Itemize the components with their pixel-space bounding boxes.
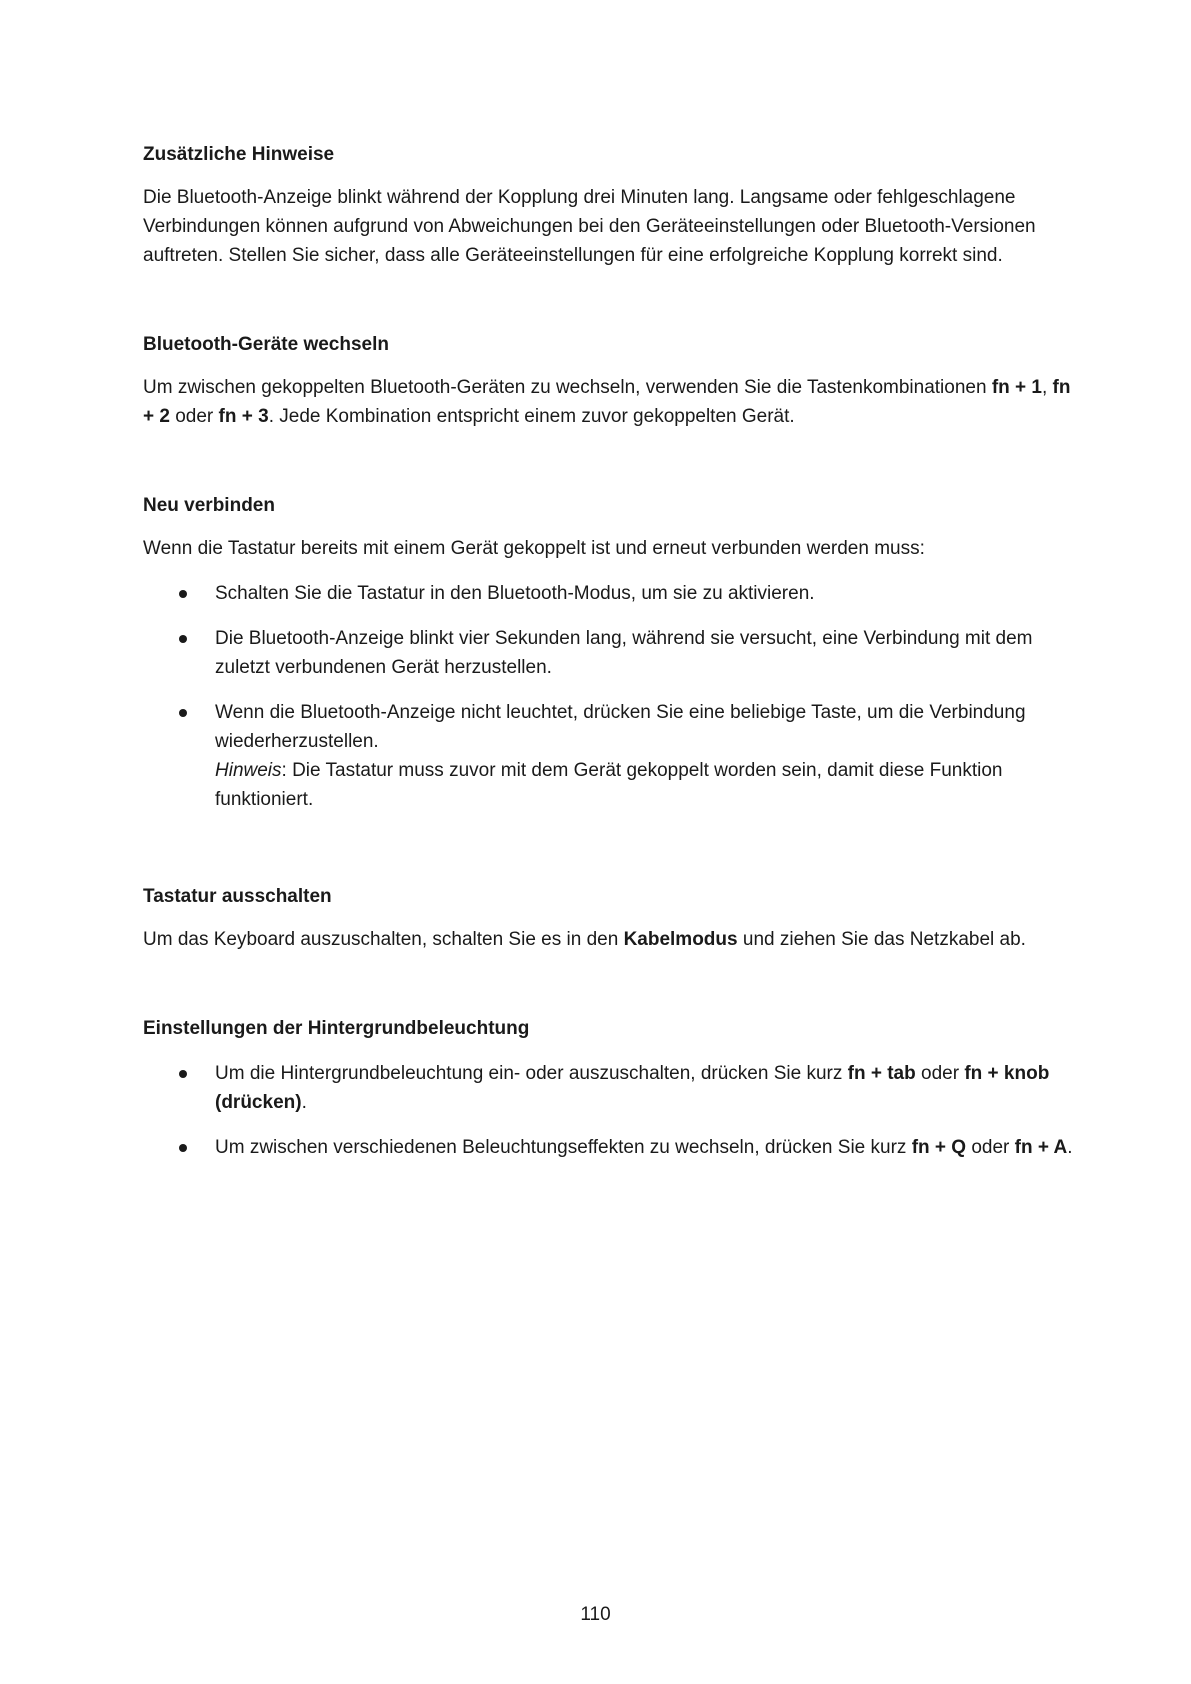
bullet-icon xyxy=(179,1070,187,1078)
paragraph xyxy=(143,925,1073,954)
page-number: 110 xyxy=(580,1604,611,1625)
text-run: . xyxy=(301,1092,307,1113)
key-combo: fn + knob (drücken) xyxy=(215,1063,1050,1113)
list-item xyxy=(143,624,1073,682)
list-item xyxy=(143,1059,1073,1117)
bullet-list xyxy=(143,1059,1073,1162)
list-item xyxy=(143,579,1073,608)
list-item-text: Wenn die Bluetooth-Anzeige nicht leuchtet, drücken Sie eine beliebige Taste, um die Verbindung wiederherzustellen. xyxy=(215,702,1026,752)
section-backlight-settings xyxy=(143,1014,1073,1162)
list-item xyxy=(143,1133,1073,1162)
key-combo: fn + Q xyxy=(911,1137,967,1158)
section-reconnect xyxy=(143,491,1073,814)
text-run: . Jede Kombination entspricht einem zuvor gekoppelten Gerät. xyxy=(268,406,795,427)
text-run: oder xyxy=(169,406,219,427)
section-title: Zusätzliche Hinweise xyxy=(143,144,335,165)
bullet-icon xyxy=(179,709,187,717)
bullet-icon xyxy=(179,635,187,643)
text-run: Um zwischen verschiedenen Beleuchtungseffekten zu wechseln, drücken Sie kurz xyxy=(215,1137,912,1158)
section-switch-devices xyxy=(143,330,1073,431)
note-label: Hinweis xyxy=(215,760,282,781)
list-item xyxy=(143,698,1073,814)
bullet-icon xyxy=(179,1144,187,1152)
key-combo: fn + 1 xyxy=(991,377,1042,398)
key-combo: fn + A xyxy=(1014,1137,1068,1158)
key-combo: fn + 3 xyxy=(218,406,269,427)
text-run: Um die Hintergrundbeleuchtung ein- oder auszuschalten, drücken Sie kurz xyxy=(215,1063,848,1084)
note-text: : Die Tastatur muss zuvor mit dem Gerät gekoppelt worden sein, damit diese Funktion funktioniert. xyxy=(215,760,1003,810)
text-run: . xyxy=(1067,1137,1073,1158)
mode-name: Kabelmodus xyxy=(623,929,738,950)
section-power-off xyxy=(143,882,1073,954)
text-run: und ziehen Sie das Netzkabel ab. xyxy=(737,929,1026,950)
section-additional-notes xyxy=(143,140,1073,270)
bullet-list xyxy=(143,579,1073,814)
text-run: oder xyxy=(966,1137,1015,1158)
section-title: Bluetooth-Geräte wechseln xyxy=(143,334,389,355)
text-run: oder xyxy=(915,1063,965,1084)
list-item-text: Die Bluetooth-Anzeige blinkt vier Sekunden lang, während sie versucht, eine Verbindung mit dem zuletzt verbundenen Gerät herzustellen. xyxy=(215,628,1033,678)
document-page xyxy=(143,140,1073,1178)
section-title: Tastatur ausschalten xyxy=(143,886,332,907)
bullet-icon xyxy=(179,590,187,598)
key-combo: fn + 2 xyxy=(143,377,1071,427)
paragraph: Die Bluetooth-Anzeige blinkt während der Kopplung drei Minuten lang. Langsame oder fehlgeschlagene Verbindungen können aufgrund von Abweichungen bei den Geräteeinstellungen oder Bluetooth-Versionen auftreten. Stellen Sie sicher, dass alle Geräteeinstellungen für eine erfolgreiche Kopplung korrekt sind. xyxy=(143,187,1036,266)
paragraph xyxy=(143,373,1073,431)
paragraph: Wenn die Tastatur bereits mit einem Gerät gekoppelt ist und erneut verbunden werden muss: xyxy=(143,538,925,559)
text-run: Um zwischen gekoppelten Bluetooth-Geräten zu wechseln, verwenden Sie die Tastenkombinationen xyxy=(143,377,992,398)
text-run: , xyxy=(1041,377,1053,398)
text-run: Um das Keyboard auszuschalten, schalten Sie es in den xyxy=(143,929,624,950)
section-title: Einstellungen der Hintergrundbeleuchtung xyxy=(143,1018,530,1039)
key-combo: fn + tab xyxy=(847,1063,916,1084)
list-item-text: Schalten Sie die Tastatur in den Bluetooth-Modus, um sie zu aktivieren. xyxy=(215,583,815,604)
section-title: Neu verbinden xyxy=(143,495,275,516)
